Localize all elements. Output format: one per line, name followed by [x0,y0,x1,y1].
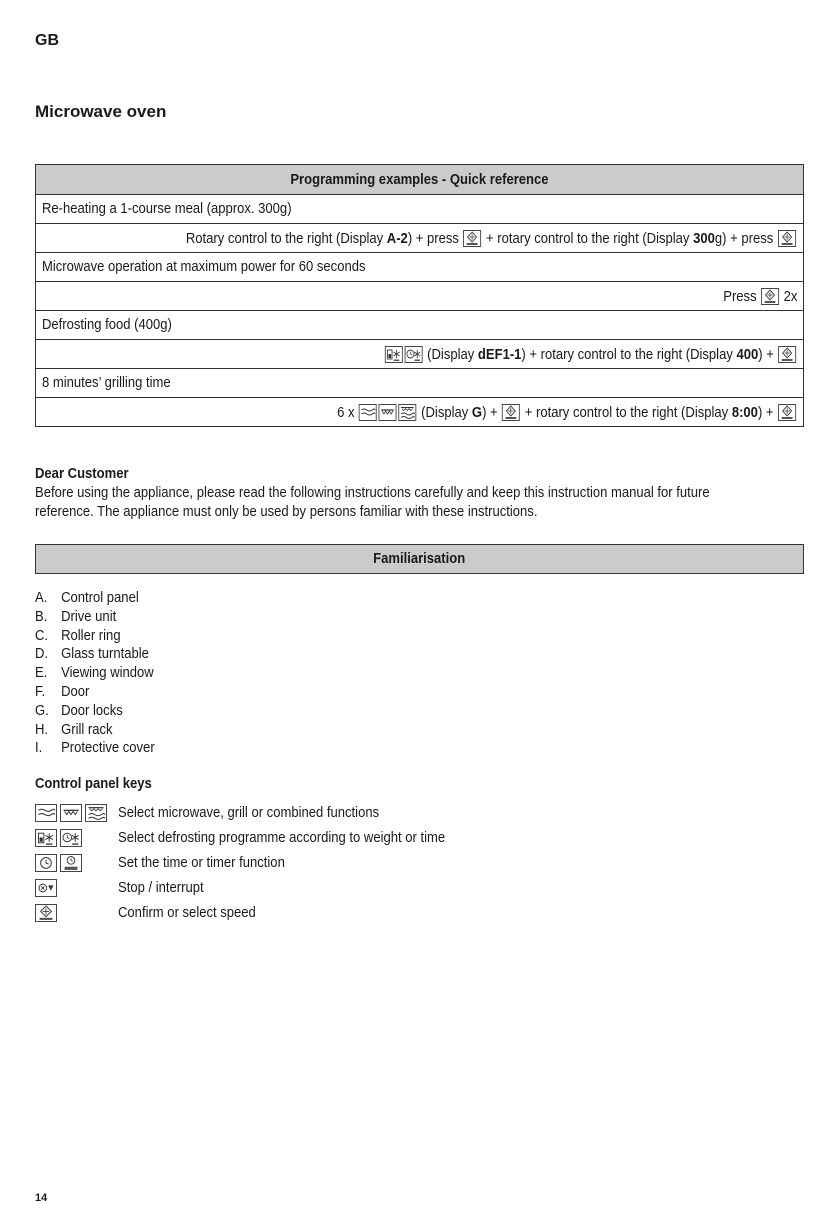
control-keys-heading: Control panel keys [35,776,152,792]
parts-list [35,589,168,758]
list-item: B. Drive unit [35,608,117,625]
notice-line: reference. The appliance must only be used by persons familiar with these instructions. [35,504,538,520]
prog-key-icon [60,854,82,872]
defrost-time-key-icon [404,346,422,363]
quick-key-icon [35,904,57,922]
defrost-weight-key-icon [385,346,403,363]
list-item [35,800,481,825]
grill-key-icon [60,804,82,822]
list-item: A. Control panel [35,590,139,606]
list-item: D. Glass turntable [35,646,149,663]
list-item: H. Grill rack [35,721,113,738]
quick-key-icon [778,346,796,363]
list-item [35,825,481,850]
stop-key-icon [35,879,57,897]
table-row [36,340,804,369]
list-item: I. Protective cover [35,740,155,757]
table-row [36,195,804,224]
combi-key-icon [85,804,107,822]
list-item: F. Door [35,683,90,700]
table-row [36,253,804,282]
combi-key-icon [399,404,417,421]
list-item: G. Door locks [35,702,123,719]
key-description: Select defrosting programme according to weight or time [118,829,446,846]
customer-notice [35,465,804,522]
defrost-time-key-icon [60,829,82,847]
example-title: 8 minutes’ grilling time [36,369,804,398]
quick-key-icon [761,288,779,305]
table-row [36,369,804,398]
example-title: Microwave operation at maximum power for 60 seconds [36,253,804,282]
example-steps: (Display dEF1-1) + rotary control to the right (Display 400) + [36,340,804,369]
quick-reference-heading: Programming examples - Quick reference [36,165,804,195]
grill-key-icon [379,404,397,421]
defrost-weight-key-icon [35,829,57,847]
clock-key-icon [35,854,57,872]
list-item: C. Roller ring [35,627,121,644]
table-row [36,311,804,340]
page-title: Microwave oven [35,102,167,121]
list-item: E. Viewing window [35,665,154,682]
example-title: Defrosting food (400g) [36,311,804,340]
list-item [35,850,481,875]
quick-key-icon [502,404,520,421]
quick-key-icon [778,404,796,421]
microwave-key-icon [359,404,377,421]
control-keys-list [35,800,481,925]
quick-key-icon [464,230,482,247]
example-steps: 6 x (Display G) + + rotary control to the right (Display 8:00) + [36,398,804,427]
key-description: Set the time or timer function [118,854,285,871]
notice-line: Before using the appliance, please read the following instructions carefully and keep this instruction manual for future [35,485,710,501]
key-description: Stop / interrupt [118,879,204,896]
quick-key-icon [778,230,796,247]
example-title: Re-heating a 1-course meal (approx. 300g) [36,195,804,224]
key-description: Select microwave, grill or combined functions [118,804,380,821]
notice-heading: Dear Customer [35,466,129,482]
language-code: GB [35,32,59,49]
page-number: 14 [35,1192,48,1204]
table-row [36,165,804,195]
table-row [36,282,804,311]
example-steps: Rotary control to the right (Display A-2) + press + rotary control to the right (Display 300g) + press [36,224,804,253]
example-steps: Press 2x [36,282,804,311]
list-item [35,900,481,925]
table-row [36,398,804,427]
table-row [36,224,804,253]
quick-reference-table [35,164,804,427]
familiarisation-heading: Familiarisation [35,544,804,574]
microwave-key-icon [35,804,57,822]
list-item [35,875,481,900]
key-description: Confirm or select speed [118,904,256,921]
